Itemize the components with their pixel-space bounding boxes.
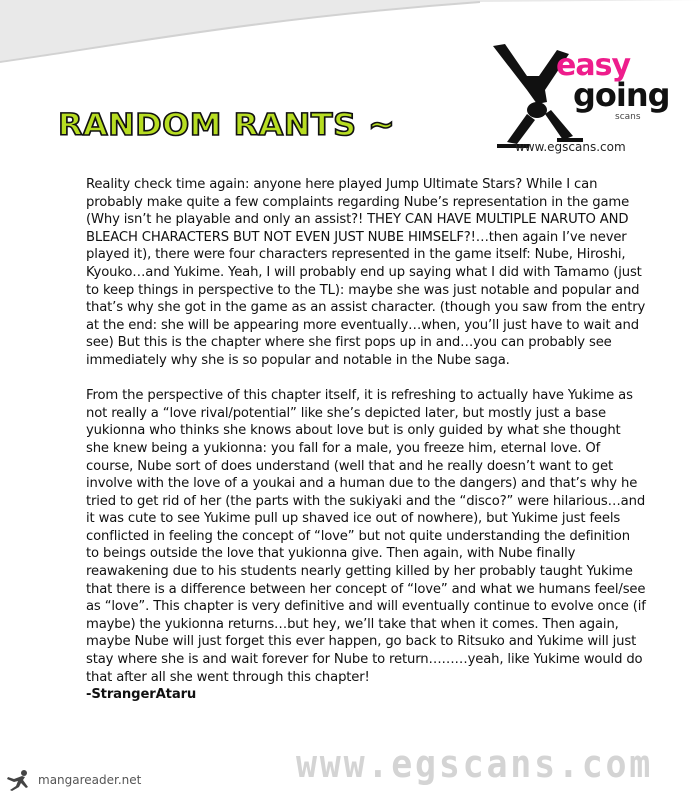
page-title: RANDOM RANTS ~ (58, 108, 396, 143)
rant-paragraph-2: From the perspective of this chapter itself, it is refreshing to actually have Yukime as not really a “love rival/potential” like she’s depicted later, but mostly just a base yukionna who thinks she knows about love but is only guided by what she thought she knew being a yukionna: you fall for a male, you freeze him, eternal love. Of course, Nube sort of does understand (well that and he really doesn’t want to get involve with the love of a youkai and a human due to the dangers) and that’s why he tried to get rid of her (the parts with the sukiyaki and the “disco?” were hilarious…and it was cute to see Yukime pull up shaved ice out of nowhere), but Yukime just feels conflicted in feeling the concept of “love” but not quite understanding the definition to beings outside the love that yukionna give. Then again, with Nube finally reawakening due to his students nearly getting killed by her probably taught Yukime that there is a difference between her concept of “love” and what we humans feel/see as “love”. This chapter is very definitive and will eventually continue to evolve once (if maybe) the yukionna returns…but hey, we’ll take that when it comes. Then again, maybe Nube will just forget this ever happen, go back to Ritsuko and Yukime will just stay where she is and wait forever for Nube to return………yeah, like Yukime would do that after all she went through this chapter! (86, 388, 646, 685)
mangareader-watermark (4, 768, 141, 792)
logo-word-going: going (573, 76, 670, 114)
rant-body (86, 176, 646, 704)
site-url[interactable]: www.egscans.com (515, 140, 626, 154)
logo-word-easy: easy (556, 48, 631, 83)
mangareader-text: mangareader.net (38, 773, 142, 787)
logo-word-scans: scans (615, 112, 641, 122)
author-signature: -StrangerAtaru (86, 687, 197, 703)
running-figure-icon (4, 769, 34, 791)
rant-paragraph-1: Reality check time again: anyone here played Jump Ultimate Stars? While I can probably make quite a few complaints regarding Nube’s representation in the game (Why isn’t he playable and only an assist?! THEY CAN HAVE MULTIPLE NARUTO AND BLEACH CHARACTERS BUT NOT EVEN JUST NUBE HIMSELF?!…then again I’ve never played it), there were four characters represented in the game itself: Nube, Hiroshi, Kyouko…and Yukime. Yeah, I will probably end up saying what I did with Tamamo (just to keep things in perspective to the TL): maybe she was just notable and popular and that’s why she got in the game as an assist character. (though you saw from the entry at the end: she will be appearing more eventually…when, you’ll just have to wait and see) But this is the chapter where she first pops up in and…you can probably see immediately why she is so popular and notable in the Nube saga. (86, 177, 646, 368)
egscans-watermark: www.egscans.com (296, 742, 654, 786)
